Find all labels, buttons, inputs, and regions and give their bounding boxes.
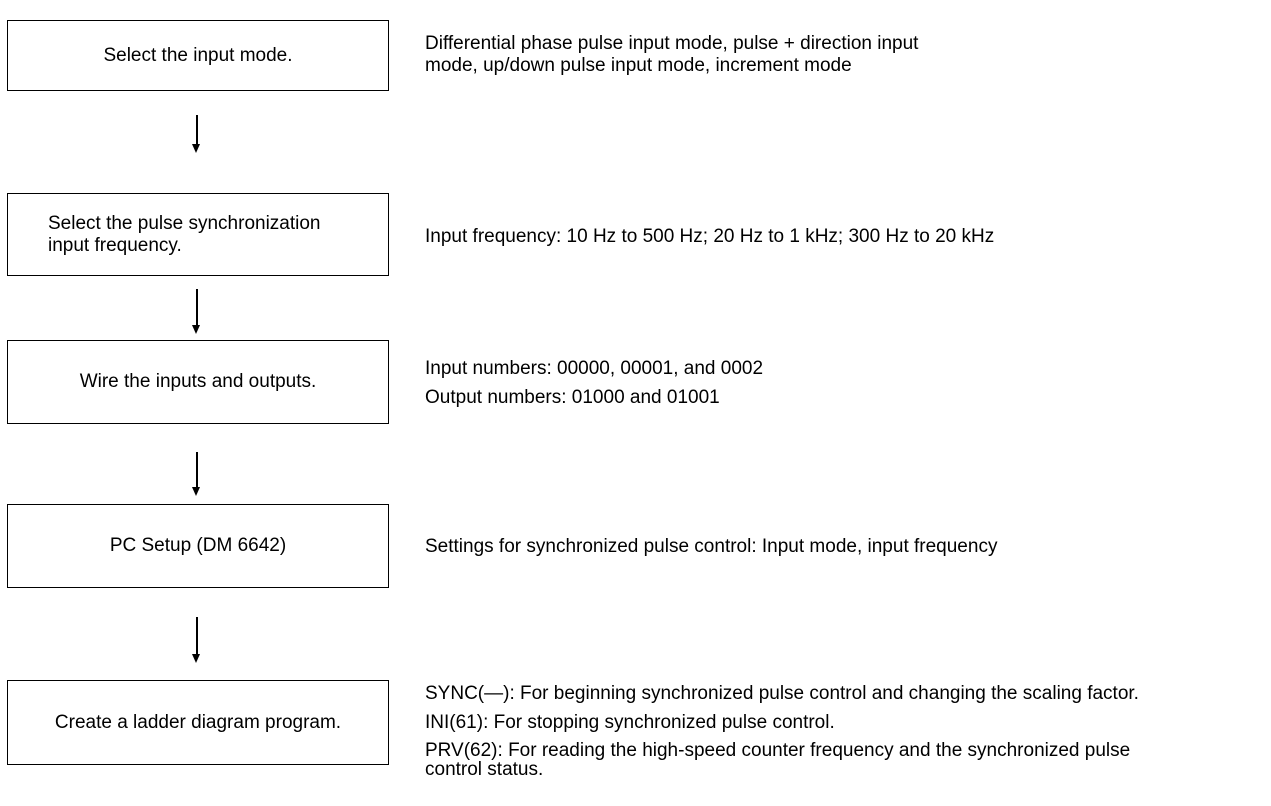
description-line: Input numbers: 00000, 00001, and 0002: [425, 358, 764, 379]
step-box-pc-setup: [7, 504, 389, 588]
description-line: INI(61): For stopping synchronized pulse control.: [425, 712, 835, 733]
description-line: Input frequency: 10 Hz to 500 Hz; 20 Hz to 1 kHz; 300 Hz to 20 kHz: [425, 226, 995, 247]
step-description-ladder: [425, 683, 1265, 779]
step-label: Select the pulse synchronization input frequency.: [48, 212, 321, 256]
step-box-select-frequency: [7, 193, 389, 276]
step-box-select-input-mode: [7, 20, 389, 91]
step-description-wiring: [425, 358, 1265, 409]
description-line: SYNC(—): For beginning synchronized pulse control and changing the scaling factor.: [425, 683, 1139, 704]
step-label: Select the input mode.: [103, 44, 293, 66]
step-description-input-mode: [425, 33, 1265, 77]
description-line: Output numbers: 01000 and 01001: [425, 387, 720, 408]
step-box-ladder-program: [7, 680, 389, 765]
step-label: PC Setup (DM 6642): [109, 535, 287, 556]
step-description-pc-setup: [425, 536, 1265, 558]
description-line: PRV(62): For reading the high-speed counter frequency and the synchronized pulse control status.: [425, 740, 1131, 780]
step-label: Create a ladder diagram program.: [54, 711, 342, 733]
step-box-wire-io: [7, 340, 389, 424]
description-line: Differential phase pulse input mode, pulse + direction input mode, up/down pulse input mode, increment mode: [425, 33, 919, 76]
description-line: Settings for synchronized pulse control: Input mode, input frequency: [425, 536, 998, 557]
step-description-frequency: [425, 226, 1265, 248]
step-label: Wire the inputs and outputs.: [79, 371, 317, 392]
